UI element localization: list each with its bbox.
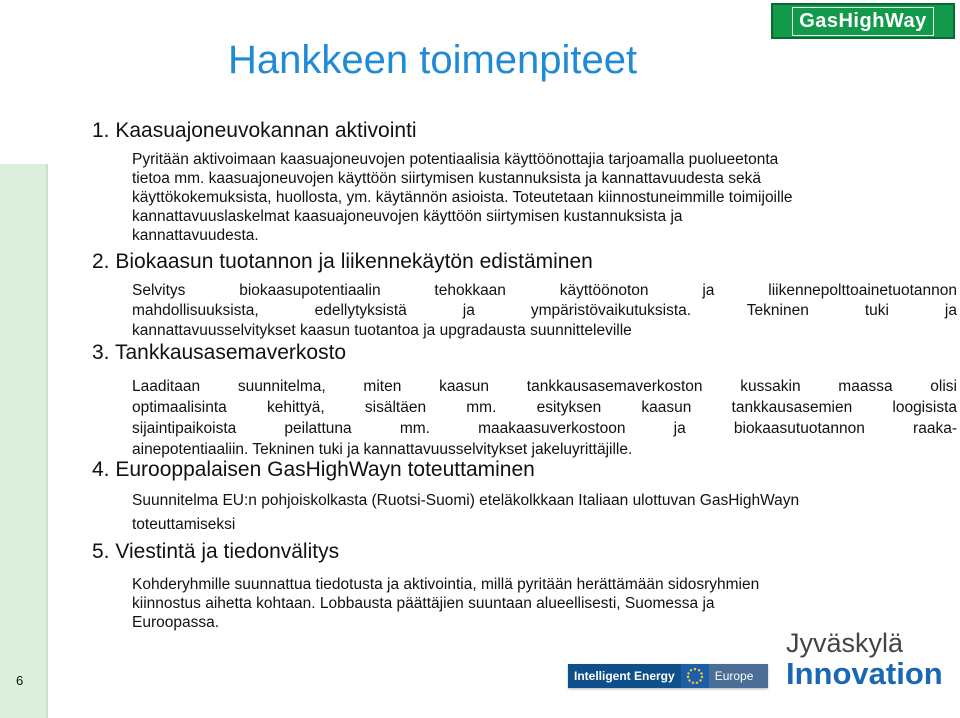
body-line: käyttökokemuksista, huollosta, ym. käytännön asioista. Toteutetaan kiinnostuneimmille toimijoille bbox=[132, 189, 793, 206]
body-line: kannattavuuslaskelmat kaasuajoneuvojen käyttöön siirtymisen kustannuksista ja bbox=[132, 208, 683, 225]
body-line: ainepotentiaaliin. Tekninen tuki ja kannattavuusselvitykset jakeluyrittäjille. bbox=[132, 441, 633, 458]
section-1 bbox=[92, 118, 957, 245]
side-bar bbox=[0, 164, 46, 718]
section-3 bbox=[92, 340, 957, 460]
eu-stars-icon bbox=[681, 664, 709, 688]
body-line: Pyritään aktivoimaan kaasuajoneuvojen potentiaalisia käyttöönottajia tarjoamalla puolueetonta bbox=[132, 151, 779, 168]
body-line: sijaintipaikoista peilattuna mm. maakaasuverkostoon ja biokaasutuotannon raaka- bbox=[132, 420, 957, 437]
body-line: Suunnitelma EU:n pohjoiskolkasta (Ruotsi-Suomi) eteläkolkkaan Italiaan ulottuvan GasHighWayn bbox=[132, 492, 800, 509]
section-4 bbox=[92, 457, 957, 537]
section-2 bbox=[92, 249, 957, 341]
gashighway-logo-text: GasHighWay bbox=[792, 7, 934, 36]
intelligent-energy-logo-text: Intelligent Energy bbox=[568, 664, 681, 688]
body-line: toteuttamiseksi bbox=[132, 516, 236, 533]
body-line: optimaalisinta kehittyä, sisältäen mm. esityksen kaasun tankkausasemien loogisista bbox=[132, 399, 957, 416]
page-number: 6 bbox=[16, 673, 24, 688]
gashighway-logo bbox=[771, 3, 955, 39]
jyvaskyla-innovation-logo bbox=[786, 628, 956, 690]
section-body bbox=[132, 489, 957, 537]
body-line: kannattavuudesta. bbox=[132, 227, 259, 244]
slide-title: Hankkeen toimenpiteet bbox=[228, 38, 638, 82]
section-body bbox=[132, 150, 957, 245]
section-heading: 5. Viestintä ja tiedonvälitys bbox=[92, 540, 340, 563]
section-heading: 3. Tankkausasemaverkosto bbox=[92, 341, 347, 364]
body-line: Selvitys biokaasupotentiaalin tehokkaan käyttöönoton ja liikennepolttoainetuotannon bbox=[132, 282, 957, 299]
body-line: Kohderyhmille suunnattua tiedotusta ja aktivointia, millä pyritään herättämään sidosryhmien bbox=[132, 576, 760, 593]
eu-stars-icon-svg bbox=[685, 667, 705, 685]
innovation-logo-text: Innovation bbox=[786, 656, 943, 691]
section-5 bbox=[92, 539, 957, 632]
section-body bbox=[132, 575, 957, 632]
section-heading: 2. Biokaasun tuotannon ja liikennekäytön edistäminen bbox=[92, 250, 593, 273]
jyvaskyla-logo-text: Jyväskylä bbox=[786, 628, 904, 658]
intelligent-energy-logo bbox=[568, 664, 768, 688]
body-line: Euroopassa. bbox=[132, 614, 220, 631]
body-line: tietoa mm. kaasuajoneuvojen käyttöön siirtymisen kustannuksista ja kannattavuudesta sekä bbox=[132, 170, 761, 187]
body-line: kiinnostus aihetta kohtaan. Lobbausta päättäjien suuntaan alueellisesti, Suomessa ja bbox=[132, 595, 715, 612]
section-heading: 4. Eurooppalaisen GasHighWayn toteuttaminen bbox=[92, 458, 535, 481]
section-body bbox=[132, 376, 957, 460]
section-body bbox=[132, 281, 957, 341]
side-bar-edge bbox=[46, 164, 48, 718]
body-line: mahdollisuuksista, edellytyksistä ja ympäristövaikutuksista. Tekninen tuki ja bbox=[132, 302, 957, 319]
body-line: Laaditaan suunnitelma, miten kaasun tankkausasemaverkoston kussakin maassa olisi bbox=[132, 378, 957, 395]
body-line: kannattavuusselvitykset kaasun tuotantoa ja upgradausta suunnitteleville bbox=[132, 322, 632, 339]
intelligent-energy-logo-europe: Europe bbox=[709, 664, 768, 688]
section-heading: 1. Kaasuajoneuvokannan aktivointi bbox=[92, 119, 417, 142]
